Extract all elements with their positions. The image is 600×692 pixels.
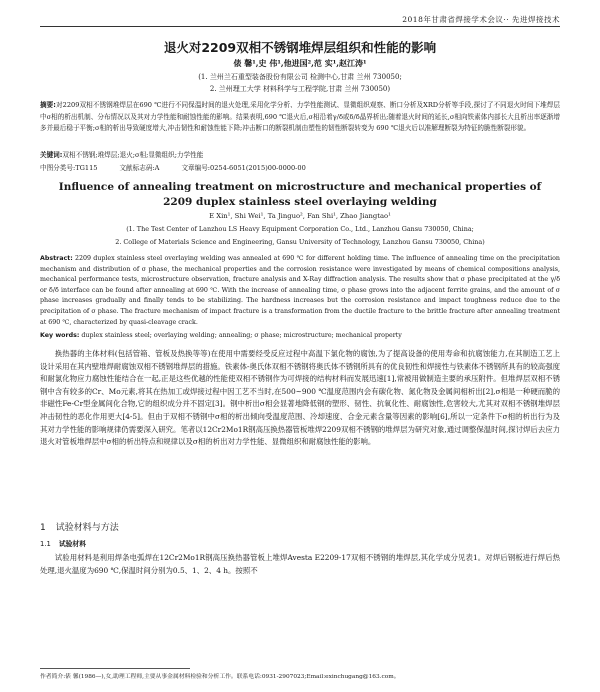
english-title-line-1: Influence of annealing treatment on microstructure and mechanical properties of [58, 181, 542, 193]
chinese-keywords-text: 双相不锈钢;堆焊层;退火;σ相;显微组织;力学性能 [62, 151, 204, 159]
section-number: 1 [40, 523, 46, 533]
english-affiliation-2: 2. College of Materials Science and Engineering, Gansu University of Technology, Lanzhou Gansu 730050, China) [115, 238, 485, 246]
english-keywords [40, 330, 560, 342]
intro-paragraph: 换热器的主体材料(包括管箱、管板及热换等等)在使用中需要经受反应过程中高温下氯化物的腐蚀,为了提高设备的使用寿命和抗腐蚀能力,在其制造工艺上设计采用在其内壁堆焊耐腐蚀双相不锈钢堆焊层的措施。铁素体-奥氏体双相不锈钢将奥氏体不锈钢所具有的优良韧性和焊接性与铁素体不锈钢所具有的较高强度和耐氯化物应力腐蚀性能结合在一起,正是这些优越的性能使双相不锈钢作为可焊接的结构材料而发展迅速[1],常被用做制造主要的承压附件。但堆焊层双相不锈钢中含有较多的Cr、Mo元素,将其在热加工或焊接过程中因工艺不当时,在500~900 ℃温度范围内会有碳化物、氮化物及金属间相析出[2],σ相是一种硬而脆的非磁性Fe-Cr型金属间化合物,它的组织成分并不固定[3]。钢中析出σ相会显著地降低钢的塑形、韧性、抗氧化性、耐腐蚀性,危害较大,尤其对双相不锈钢堆焊层冲击韧性的恶化作用更大[4-5]。但由于双相不锈钢中σ相的析出倾向受温度范围、冷却速度、合金元素含量等因素的影响[6],所以一定条件下σ相的析出行为及其对力学性能的影响规律仍需要深入研究。笔者以12Cr2Mo1R钢高压换热器管板堆焊2209双相不锈钢的堆焊层为研究对象,通过调整保温时间,探讨焊后去应力退火对管板堆焊层中σ相的析出特点和规律以及σ相的析出对力学性能、显微组织和耐腐蚀性能的影响。 [40, 349, 560, 447]
english-abstract [40, 254, 560, 328]
chinese-keywords [40, 150, 560, 162]
chinese-abstract [40, 100, 560, 135]
document-code-label: 文献标志码: [119, 164, 155, 172]
document-code-value: A [154, 164, 160, 172]
english-title-line-2: 2209 duplex stainless steel overlaying welding [163, 196, 437, 208]
chinese-abstract-label: 摘要: [40, 101, 56, 109]
header-rule [40, 26, 560, 27]
english-affiliation-1: (1. The Test Center of Lanzhou LS Heavy Equipment Corporation Co., Ltd., Lanzhou Gansu 730050, China; [126, 225, 474, 233]
clc-label: 中图分类号: [40, 164, 76, 172]
clc-value: TG115 [75, 164, 98, 172]
materials-paragraph: 试验用材料是利用焊条电弧焊在12Cr2Mo1R钢高压换热器管板上堆焊Avesta E2209-17双相不锈钢的堆焊层,其化学成分见表1。对焊后钢板进行焊后热处理,退火温度为690 ℃,保温时间分别为0.5、1、2、4 h。按照不 [40, 553, 560, 575]
chinese-authors: 俵 馨¹,史 伟¹,他进国²,范 实¹,赵江涛¹ [233, 58, 367, 68]
document-code [119, 162, 159, 172]
section-heading [40, 520, 119, 533]
english-abstract-text: 2209 duplex stainless steel overlaying welding was annealed at 690 ℃ for different holding time. The influence of annealing time on the precipitation mechanism and distribution of σ phase, the mechanical properties and the corrosion resistance were investigated by means of chemical compositions analysis, mechanical performance tests, microstructure observation, fracture analysis and X-Ray diffraction analysis. The results show that σ phase precipitated at the γ/δ or δ/δ interface can be found after annealing at 690 ℃. With the increase of annealing time, σ phase grows into the adjacent ferrite grains, and the amount of σ phase increases gradually and finally tends to be stabilizing. The hardness increases but the corrosion resistance and impact toughness reduce due to the precipitation of σ phase. The fracture mechanism of impact fracture is a transformation from the ductile fracture to the brittle fracture after annealing treatment at 690 ℃, characterized by quasi-cleavage crack. [40, 255, 560, 326]
chinese-abstract-text: 对2209双相不锈钢堆焊层在690 ℃进行不同保温时间的退火处理,采用化学分析、力学性能测试、显微组织观察、断口分析及XRD分析等手段,探讨了不同退火时间下堆焊层中σ相的析出机制、分布情况以及其对力学性能和耐蚀性能的影响。结果表明,690 ℃退火后,σ相沿着γ/δ或δ/δ晶界析出;随着退火时间的延长,σ相向铁素体内部长大且析出率逐渐增多并最后稳于平衡;σ相的析出导致硬度增大,冲击韧性和耐蚀性能下降;冲击断口的断裂机制由塑性的韧性断裂转变为 690 ℃退火后以准解理断裂为特征的脆性断裂形貌。 [40, 101, 560, 132]
chinese-affiliation-1: (1. 兰州兰石重型装备股份有限公司 检测中心,甘肃 兰州 730050; [198, 73, 402, 81]
english-title [0, 180, 600, 210]
chinese-affiliation-2: 2. 兰州理工大学 材料科学与工程学院,甘肃 兰州 730050) [209, 85, 391, 93]
english-keywords-label: Key words: [40, 332, 80, 339]
clc-number [40, 162, 97, 172]
chinese-title: 退火对2209双相不锈钢堆焊层组织和性能的影响 [163, 40, 437, 55]
chinese-keywords-label: 关键词: [40, 151, 63, 159]
running-head: 2018年甘肃省焊接学术会议·· 先进焊接技术 [402, 15, 560, 24]
classification-line [40, 162, 560, 172]
footnote-rule [40, 668, 190, 669]
subsection-title: 试验材料 [58, 540, 86, 548]
article-id-label: 文章编号: [181, 164, 211, 172]
subsection-number: 1.1 [40, 540, 51, 548]
article-id [181, 162, 305, 172]
english-authors: E Xin¹, Shi Wei¹, Ta Jinguo², Fan Shi¹, Zhao Jiangtao¹ [209, 212, 391, 220]
english-keywords-text: duplex stainless steel; overlaying welding; annealing; σ phase; microstructure; mechanical property [81, 332, 402, 339]
subsection-heading [40, 538, 86, 548]
article-id-value: 0254-6051(2015)00-0000-00 [210, 164, 306, 172]
author-footnote: 作者简介:俵 馨(1986—),女,助理工程师,主要从事金属材料检验和分析工作。联系电话:0931-2907023;Email:exinchugang@163.com。 [40, 674, 400, 680]
section-title: 试验材料与方法 [55, 523, 119, 533]
english-abstract-label: Abstract: [40, 255, 73, 262]
